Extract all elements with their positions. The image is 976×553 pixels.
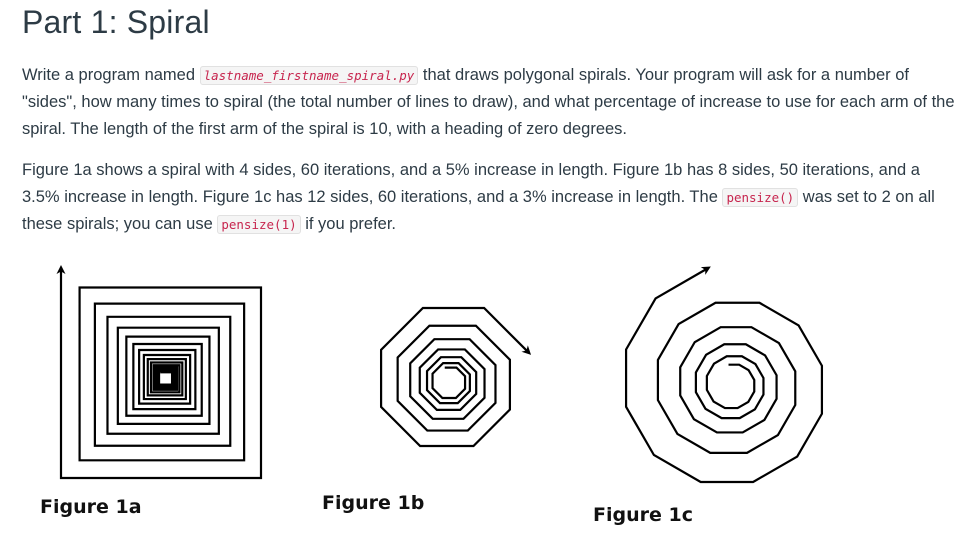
spiral-path [61,268,261,478]
figure-1a-caption: Figure 1a [40,496,142,518]
filename-code: lastname_firstname_spiral.py [200,66,419,85]
figure-1c [608,262,840,488]
figure-1b-caption: Figure 1b [322,492,425,514]
pensize-1-code: pensize(1) [217,215,300,234]
figure-1c-caption: Figure 1c [593,504,693,526]
figure-1a [50,262,272,484]
pensize-code: pensize() [722,188,798,207]
spiral-path [381,308,529,446]
figures-text-2: was set to 2 on all these spirals; you can use [22,188,935,233]
figure-1b [374,302,536,452]
intro-text-1: Write a program named [22,66,200,84]
figure-1c-spiral [608,262,840,488]
figures-text-1: Figure 1a shows a spiral with 4 sides, 60 iterations, and a 5% increase in length. Figure 1b has 8 sides, 50 iterations, and a 3.5% increase in length. Figure 1c has 12 sides, 60 iterations, and a 3% increase in length. The [22,161,920,206]
figure-1b-spiral [374,302,536,452]
page-title: Part 1: Spiral [22,4,210,40]
figure-1a-spiral [50,262,272,484]
figures-text-3: if you prefer. [300,215,397,233]
spiral-path [626,268,822,482]
intro-text-2: that draws polygonal spirals. Your program will ask for a number of "sides", how many times to spiral (the total number of lines to draw), and what percentage of increase to use for each arm of the spiral. The length of the first arm of the spiral is 10, with a heading of zero degrees. [22,66,955,138]
intro-paragraph [22,62,962,143]
figures-paragraph [22,157,962,238]
